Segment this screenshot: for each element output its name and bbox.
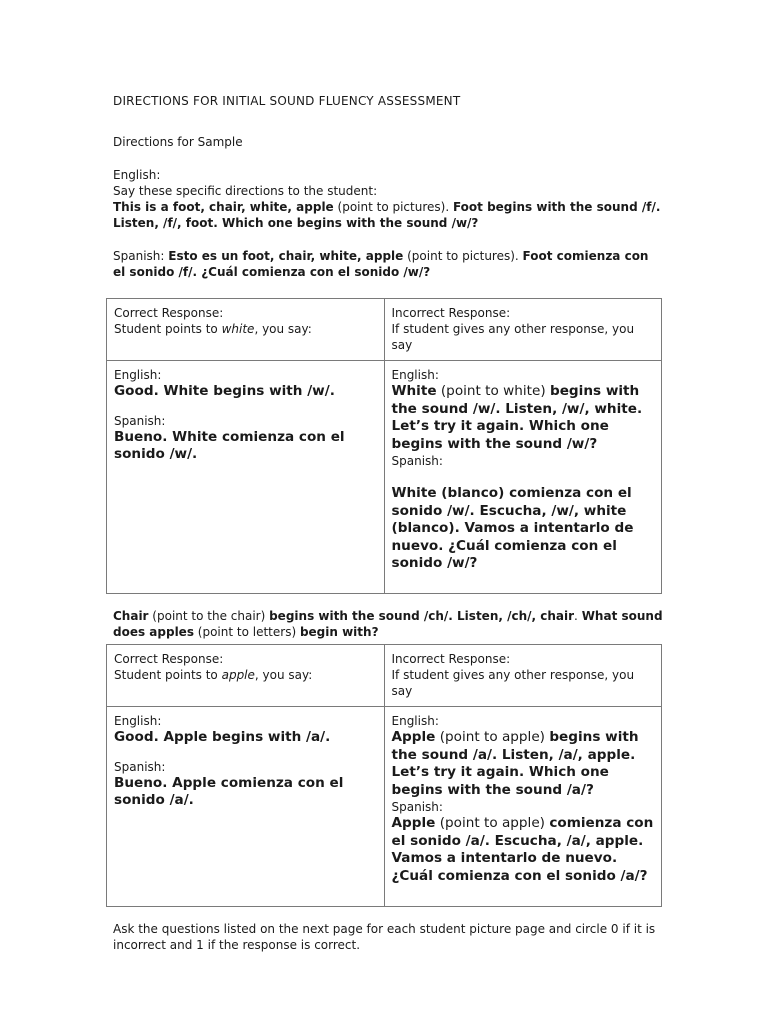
incorrect-spanish-text: White (blanco) comienza con el sonido /w/. Escucha, /w/, white (blanco). Vamos a intentarlo de nuevo. ¿Cuál comienza con el sonido /w/? bbox=[391, 485, 634, 571]
chair-instruction: Chair (point to the chair) begins with the sound /ch/. Listen, /ch/, chair. What sound does apples (point to letters) begin with? bbox=[113, 609, 663, 639]
incorrect-response-cell: English: Apple (point to apple) begins with the sound /a/. Listen, /a/, apple. Let’s try it again. Which one begins with the sound /a/? Spanish: Apple (point to apple) comienza con el sonido /a/. Escucha, /a/, apple. Vamos a intentarlo de nuevo. ¿Cuál comienza con el sonido /a/? bbox=[384, 707, 662, 907]
incorrect-response-header: Incorrect Response: If student gives any other response, you say bbox=[384, 299, 662, 361]
correct-response-header: Correct Response: Student points to white, you say: bbox=[107, 299, 385, 361]
sample-heading: Directions for Sample bbox=[113, 135, 243, 149]
table-header-row bbox=[107, 299, 662, 361]
intro-section bbox=[113, 167, 663, 280]
incorrect-spanish-text: Apple (point to apple) comienza con el sonido /a/. Escucha, /a/, apple. Vamos a intentarlo de nuevo. ¿Cuál comienza con el sonido /a/? bbox=[391, 815, 654, 884]
footer-instructions: Ask the questions listed on the next page for each student picture page and circle 0 if it is incorrect and 1 if the response is correct. bbox=[113, 922, 656, 952]
correct-response-cell: English: Good. Apple begins with /a/. Spanish: Bueno. Apple comienza con el sonido /a/. bbox=[107, 707, 385, 907]
table-header-row bbox=[107, 645, 662, 707]
correct-spanish-text: Bueno. Apple comienza con el sonido /a/. bbox=[114, 774, 344, 808]
intro-english: This is a foot, chair, white, apple (point to pictures). Foot begins with the sound /f/. Listen, /f/, foot. Which one begins with the sound /w/? bbox=[113, 200, 661, 230]
correct-response-header: Correct Response: Student points to apple, you say: bbox=[107, 645, 385, 707]
page-title: DIRECTIONS FOR INITIAL SOUND FLUENCY ASSESSMENT bbox=[113, 94, 461, 108]
document-page bbox=[113, 93, 663, 953]
english-label: English: bbox=[113, 168, 161, 182]
response-table-white bbox=[106, 298, 662, 594]
incorrect-response-header: Incorrect Response: If student gives any other response, you say bbox=[384, 645, 662, 707]
correct-spanish-text: Bueno. White comienza con el sonido /w/. bbox=[114, 428, 345, 462]
say-directions: Say these specific directions to the student: bbox=[113, 184, 378, 198]
correct-english-text: Good. Apple begins with /a/. bbox=[114, 729, 331, 745]
table-body-row bbox=[107, 361, 662, 594]
correct-english-text: Good. White begins with /w/. bbox=[114, 383, 335, 399]
incorrect-english-text: White (point to white) begins with the sound /w/. Listen, /w/, white. Let’s try it again. Which one begins with the sound /w/? bbox=[391, 383, 643, 452]
incorrect-response-cell: English: White (point to white) begins with the sound /w/. Listen, /w/, white. Let’s try it again. Which one begins with the sound /w/? Spanish: White (blanco) comienza con el sonido /w/. Escucha, /w/, white (blanco). Vamos a intentarlo de nuevo. ¿Cuál comienza con el sonido /w/? bbox=[384, 361, 662, 594]
correct-response-cell: English: Good. White begins with /w/. Spanish: Bueno. White comienza con el sonido /w/. bbox=[107, 361, 385, 594]
response-table-apple bbox=[106, 644, 662, 907]
intro-spanish: Spanish: Esto es un foot, chair, white, apple (point to pictures). Foot comienza con el sonido /f/. ¿Cuál comienza con el sonido /w/? bbox=[113, 249, 649, 279]
table-body-row bbox=[107, 707, 662, 907]
incorrect-english-text: Apple (point to apple) begins with the sound /a/. Listen, /a/, apple. Let’s try it again. Which one begins with the sound /a/? bbox=[391, 729, 639, 798]
